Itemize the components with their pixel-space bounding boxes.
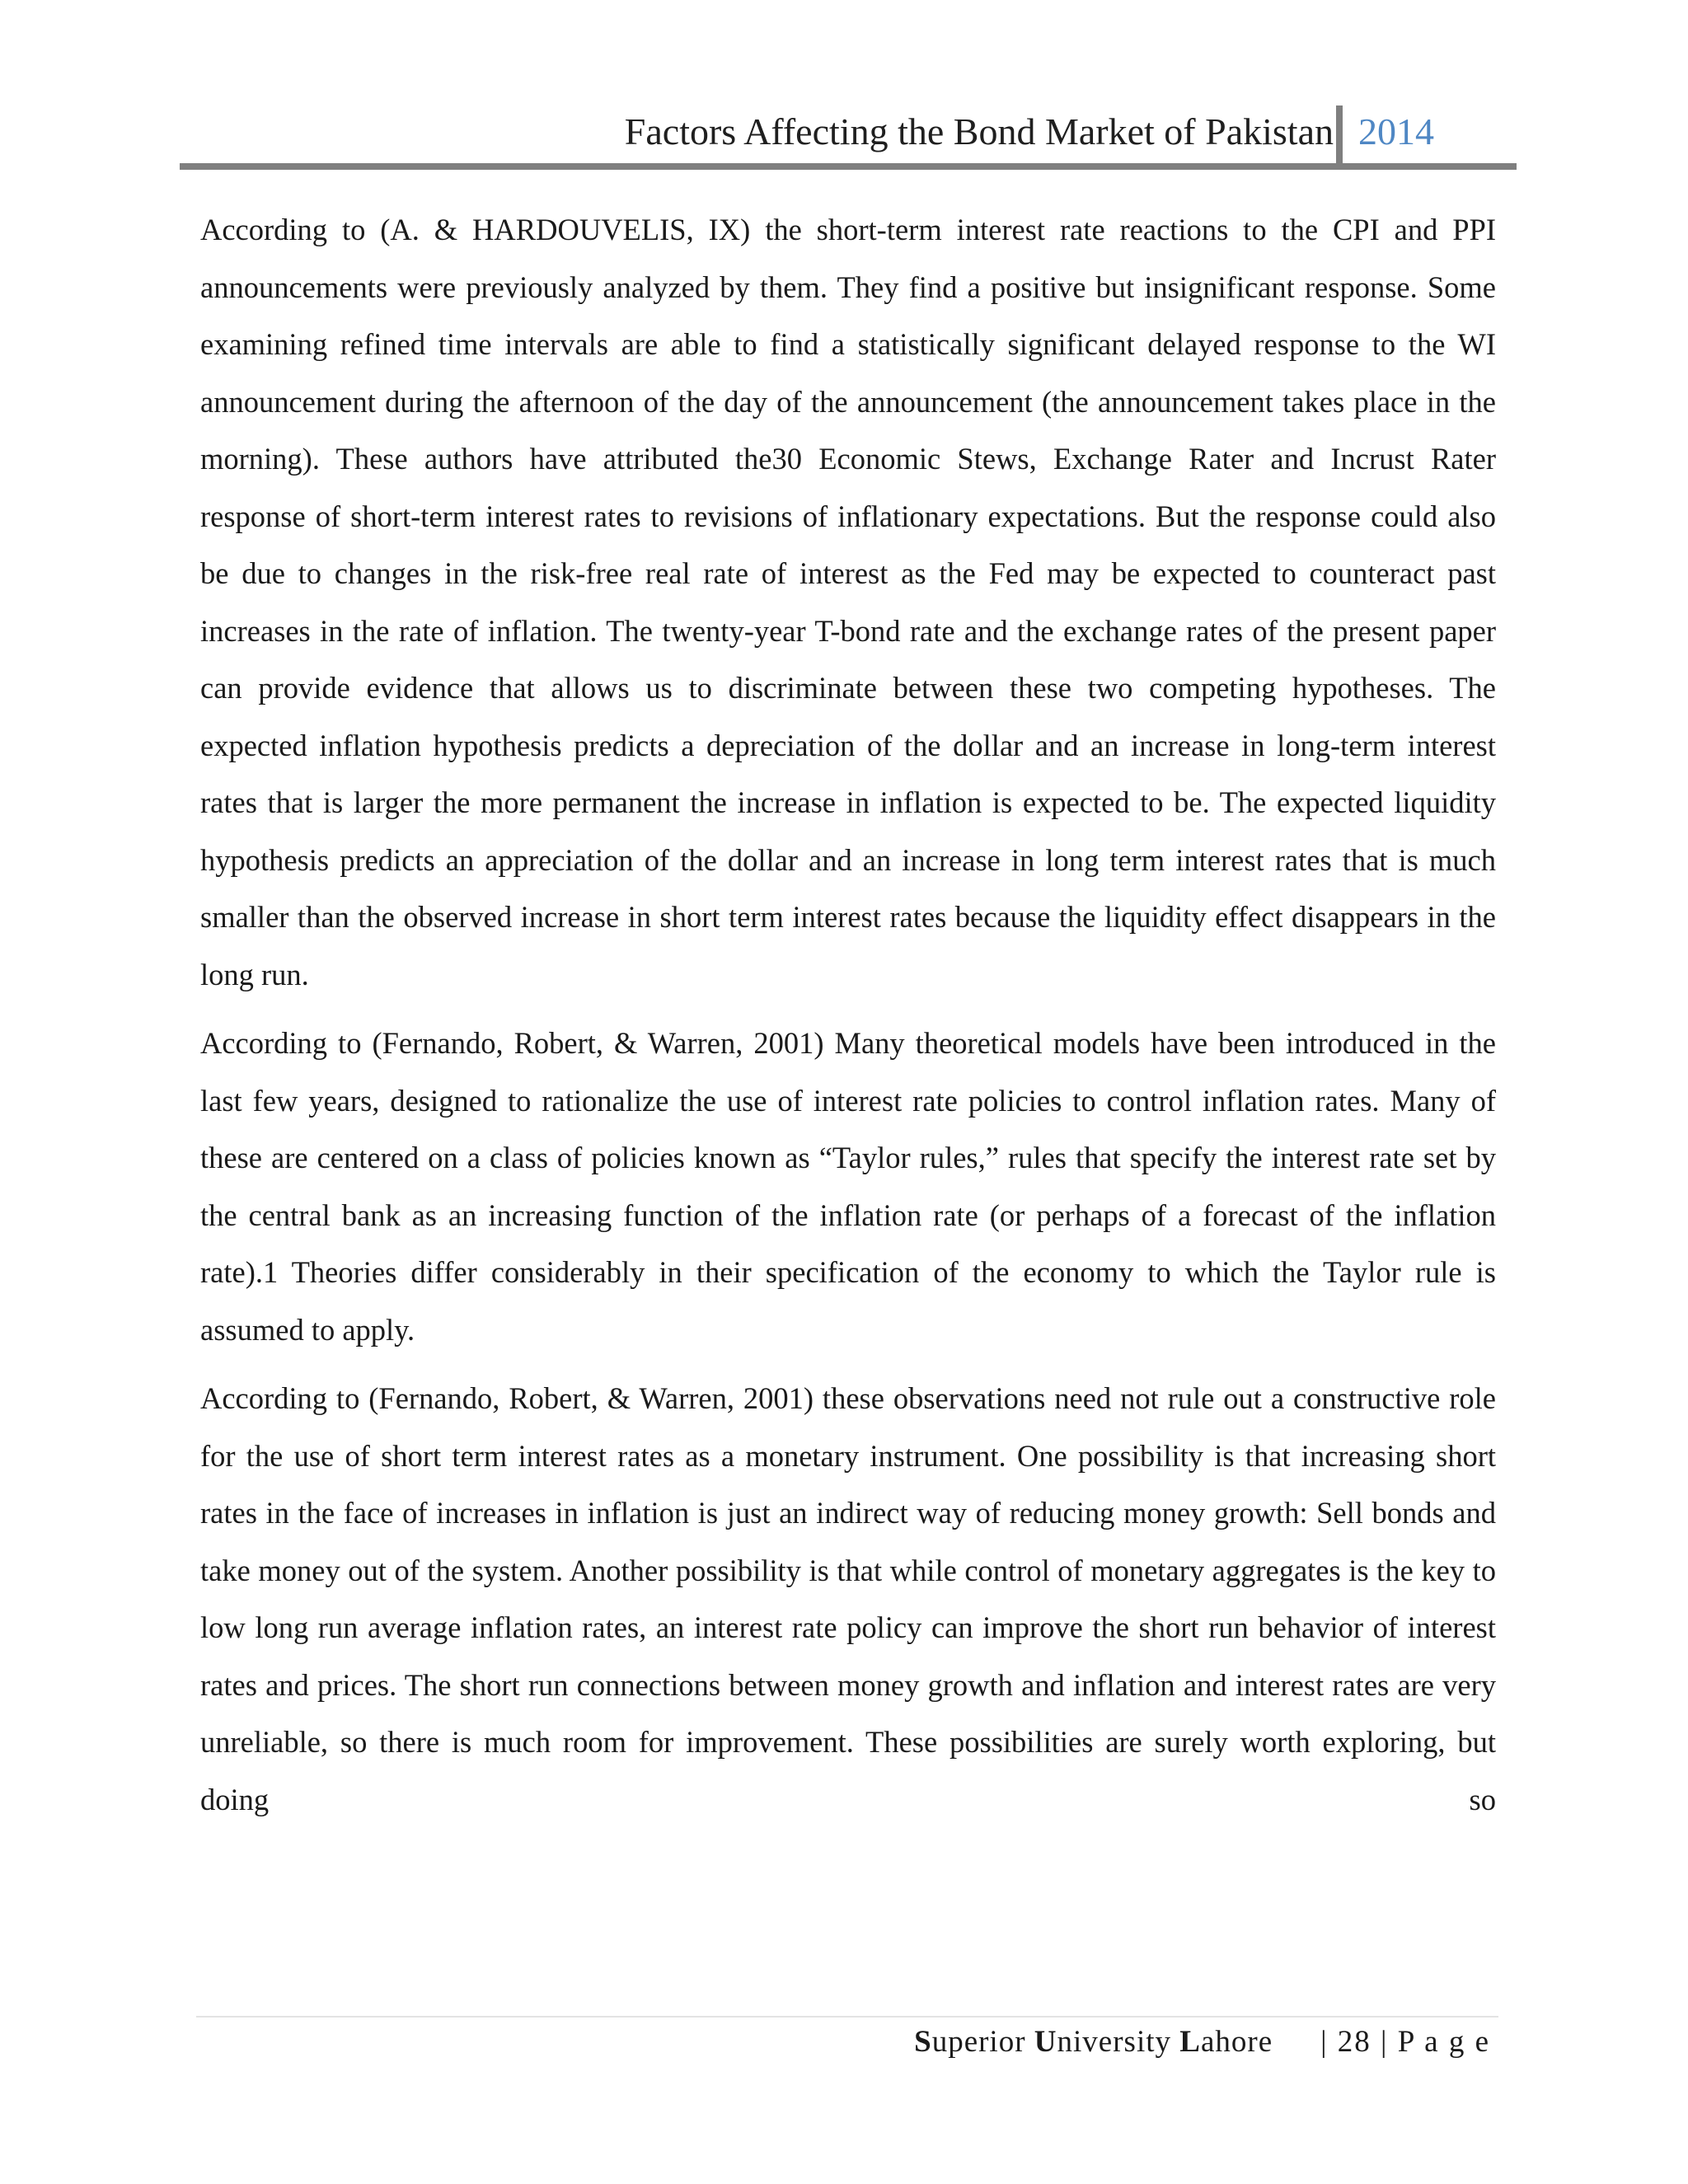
institution-initial: U [1034,2025,1057,2059]
institution-name [914,2025,1273,2059]
document-year: 2014 [1358,110,1434,152]
page-number: | 28 | P a g e [1320,2025,1490,2059]
header-rule [180,163,1517,170]
institution-word: uperior [931,2025,1034,2059]
institution-initial: S [914,2025,932,2059]
page-footer [914,2018,1490,2067]
paragraph: According to (A. & HARDOUVELIS, IX) the short-term interest rate reactions to the CPI and PPI announcements were previously analyzed by them. They find a positive but insignificant response. Some examining refined time intervals are able to find a statistically significant delayed response to the WI announcement during the afternoon of the day of the announcement (the announcement takes place in the morning). These authors have attributed the30 Economic Stews, Exchange Rater and Incrust Rater response of short-term interest rates to revisions of inflationary expectations. But the response could also be due to changes in the risk-free real rate of interest as the Fed may be expected to counteract past increases in the rate of inflation. The twenty-year T-bond rate and the exchange rates of the present paper can provide evidence that allows us to discriminate between these two competing hypotheses. The expected inflation hypothesis predicts a depreciation of the dollar and an increase in long-term interest rates that is larger the more permanent the increase in inflation is expected to be. The expected liquidity hypothesis predicts an appreciation of the dollar and an increase in long term interest rates that is much smaller than the observed increase in short term interest rates because the liquidity effect disappears in the long run. [200,213,1496,991]
document-title: Factors Affecting the Bond Market of Pakistan [624,110,1334,152]
institution-word: ahore [1200,2025,1273,2059]
page-body [200,201,1496,1840]
institution-word: niversity [1057,2025,1180,2059]
paragraph: According to (Fernando, Robert, & Warren, 2001) Many theoretical models have been introduced in the last few years, designed to rationalize the use of interest rate policies to control inflation rates. Many of these are centered on a class of policies known as “Taylor rules,” rules that specify the interest rate set by the central bank as an increasing function of the inflation rate (or perhaps of a forecast of the inflation rate).1 Theories differ considerably in their specification of the economy to which the Taylor rule is assumed to apply. [200,1026,1496,1347]
page-header [180,105,1517,170]
header-divider [1336,105,1343,168]
institution-initial: L [1179,2025,1201,2059]
paragraph: According to (Fernando, Robert, & Warren, 2001) these observations need not rule out a constructive role for the use of short term interest rates as a monetary instrument. One possibility is that increasing short rates in the face of increases in inflation is just an indirect way of reducing money growth: Sell bonds and take money out of the system. Another possibility is that while control of monetary aggregates is the key to low long run average inflation rates, an interest rate policy can improve the short run behavior of interest rates and prices. The short run connections between money growth and inflation and interest rates are very unreliable, so there is much room for improvement. These possibilities are surely worth exploring, but doing so [200,1381,1496,1816]
